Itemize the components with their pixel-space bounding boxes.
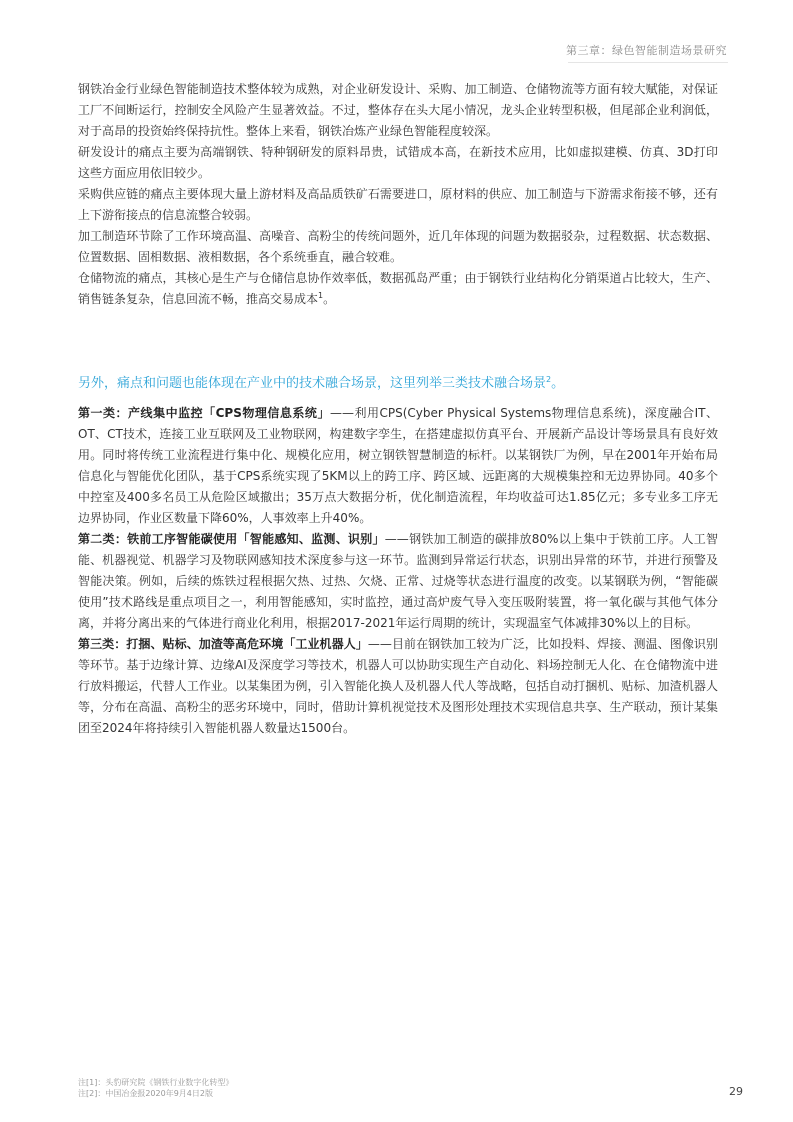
intro-last-end: 。 xyxy=(323,292,336,306)
intro-paragraph: 研发设计的痛点主要为高端钢铁、特种钢研发的原料昂贵，试错成本高，在新技术应用，比如虚拟建模、仿真、3D打印这些方面应用依旧较少。 xyxy=(78,145,718,180)
section-heading-text: 另外，痛点和问题也能体现在产业中的技术融合场景，这里列举三类技术融合场景 xyxy=(78,376,547,391)
footnote: 注[1]：头豹研究院《钢铁行业数字化转型》 xyxy=(78,1078,234,1087)
category-label: 第三类：打捆、贴标、加渣等高危环境「工业机器人」 xyxy=(78,637,368,651)
category-paragraph xyxy=(78,634,718,739)
category-paragraph xyxy=(78,529,718,634)
intro-section xyxy=(78,79,718,310)
section-heading-end: 。 xyxy=(551,376,565,391)
header-divider xyxy=(568,62,728,63)
category-paragraph xyxy=(78,403,718,529)
chapter-header: 第三章：绿色智能制造场景研究 xyxy=(566,44,727,57)
section-heading-block xyxy=(78,373,718,394)
page-number: 29 xyxy=(729,1085,743,1098)
category-text: ——利用CPS(Cyber Physical Systems物理信息系统)，深度融合IT、OT、CT技术，连接工业互联网及工业物联网，构建数字孪生，在搭建虚拟仿真平台、开展新产品设计等场景具有良好效用。同时将传统工业流程进行集中化、规模化应用，树立钢铁智慧制造的标杆。以某钢铁厂为例，早在2001年开始布局信息化与智能优化团队，基于CPS系统实现了5KM以上的跨工序、跨区域、远距离的大规模集控和无边界协同。40多个中控室及400多名员工从危险区域撤出；35万点大数据分析，优化制造流程，年均收益可达1.85亿元；多专业多工序无边界协同，作业区数量下降60%，人事效率上升40%。 xyxy=(78,406,719,525)
category-text: ——钢铁加工制造的碳排放80%以上集中于铁前工序。人工智能、机器视觉、机器学习及物联网感知技术深度参与这一环节。监测到异常运行状态，识别出异常的环节，并进行预警及智能决策。例如，后续的炼铁过程根据欠热、过热、欠烧、正常、过烧等状态进行温度的改变。以某钢联为例，“智能碳使用”技术路线是重点项目之一，利用智能感知，实时监控，通过高炉废气导入变压吸附装置，将一氧化碳与其他气体分离，并将分离出来的气体进行商业化利用，根据2017-2021年运行周期的统计，实现温室气体减排30%以上的目标。 xyxy=(78,532,718,630)
footnotes xyxy=(78,1077,233,1099)
category-text: ——目前在钢铁加工较为广泛，比如投料、焊接、测温、图像识别等环节。基于边缘计算、边缘AI及深度学习等技术，机器人可以协助实现生产自动化、料场控制无人化、在仓储物流中进行放料搬运，代替人工作业。以某集团为例，引入智能化换人及机器人代人等战略，包括自动打捆机、贴标、加渣机器人等，分布在高温、高粉尘的恶劣环境中，同时，借助计算机视觉技术及图形处理技术实现信息共享、生产联动，预计某集团至2024年将持续引入智能机器人数量达1500台。 xyxy=(78,637,718,735)
intro-paragraph: 采购供应链的痛点主要体现大量上游材料及高品质铁矿石需要进口，原材料的供应、加工制造与下游需求衔接不够，还有上下游衔接点的信息流整合较弱。 xyxy=(78,187,718,222)
intro-paragraph: 钢铁冶金行业绿色智能制造技术整体较为成熟，对企业研发设计、采购、加工制造、仓储物流等方面有较大赋能，对保证工厂不间断运行，控制安全风险产生显著效益。不过，整体存在头大尾小情况，龙头企业转型积极，但尾部企业利润低，对于高昂的投资始终保持抗性。整体上来看，钢铁冶炼产业绿色智能程度较深。 xyxy=(78,82,718,138)
intro-paragraph-last xyxy=(78,268,718,310)
intro-last-text: 仓储物流的痛点，其核心是生产与仓储信息协作效率低，数据孤岛严重；由于钢铁行业结构化分销渠道占比较大，生产、销售链条复杂，信息回流不畅，推高交易成本 xyxy=(78,271,718,306)
categories-section xyxy=(78,403,718,739)
footnote: 注[2]：中国冶金报2020年9月4日2版 xyxy=(78,1089,213,1098)
footnote-ref-1: 1 xyxy=(318,291,324,300)
category-label: 第一类：产线集中监控「CPS物理信息系统」 xyxy=(78,406,330,420)
section-heading xyxy=(78,373,718,394)
footnote-ref-2: 2 xyxy=(546,375,552,384)
intro-paragraph: 加工制造环节除了工作环境高温、高噪音、高粉尘的传统问题外，近几年体现的问题为数据驳杂，过程数据、状态数据、位置数据、固相数据、液相数据，各个系统垂直，融合较难。 xyxy=(78,229,718,264)
category-label: 第二类：铁前工序智能碳使用「智能感知、监测、识别」 xyxy=(78,532,385,546)
